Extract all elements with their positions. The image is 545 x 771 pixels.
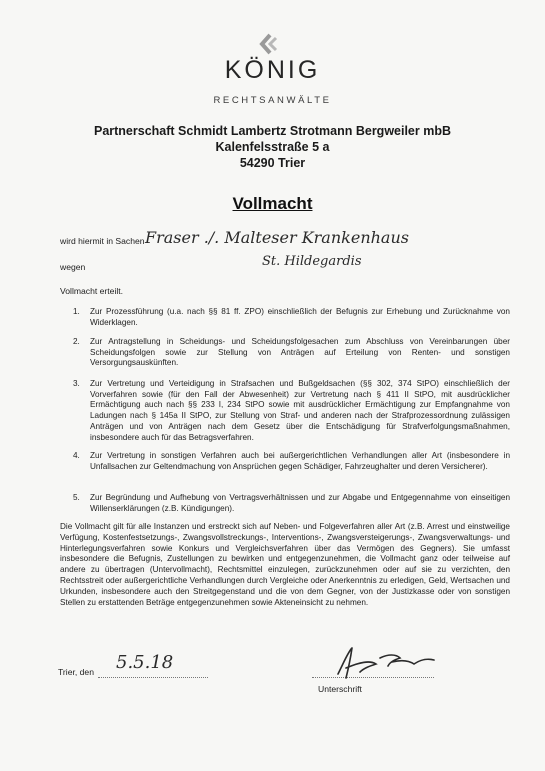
list-item: Zur Vertretung in sonstigen Verfahren auch bei außergerichtlichen Verhandlungen aller Art (insbesondere in Unfallsachen zur Geltendmachung von Ansprüchen gegen Schädiger, Fahrzeughalter und deren Versicherer). [90, 451, 510, 471]
logo-name: KÖNIG [224, 56, 321, 84]
document-title: Vollmacht [232, 194, 313, 213]
list-item: Zur Begründung und Aufhebung von Vertragsverhältnissen und zur Abgabe und Entgegennahme von einseitigen Willenserklärungen (z.B. Kündigungen). [90, 493, 510, 513]
item-number: 4. [73, 451, 80, 460]
reason-label: wegen [60, 262, 86, 272]
closing-paragraph: Die Vollmacht gilt für alle Instanzen und erstreckt sich auf Neben- und Folgeverfahren aller Art (z.B. Arrest und einstweilige Verfügung, Kostenfestsetzungs-, Zwangsvollstreckungs-, Interventions-, Zwangsversteigerungs-, Zwangsverwaltungs- und Hinterlegungsverfahren sowie Konkurs und Vergleichsverfahren über das Vermögen des Gegners). Sie umfasst insbesondere die Befugnis, Zustellungen zu bewirken und entgegenzunehmen, die Vollmacht ganz oder teilweise auf andere zu übertragen (Untervollmacht), Rechtsmittel einzulegen, zurückzunehmen oder auf sie zu verzichten, den Rechtsstreit oder außergerichtliche Verhandlungen durch Vergleiche oder Anerkenntnis zu erledigen, Geld, Wertsachen und Urkunden, insbesondere auch den Streitgegenstand und die von dem Gegner, von der Justizkasse oder von sonstigen Stellen zu erstattenden Beträge entgegenzunehmen sowie Akteneinsicht zu nehmen. [60, 522, 510, 607]
reason-value: St. Hildegardis [262, 254, 362, 269]
firm-street: Kalenfelsstraße 5 a [215, 140, 330, 154]
list-item: Zur Vertretung und Verteidigung in Strafsachen und Bußgeldsachen (§§ 302, 374 StPO) einschließlich der Vorverfahren sowie (für den Fall der Abwesenheit) zur Vertretung nach § 411 II StPO, mit ausdrücklicher Ermächtigung auch nach §§ 233 I, 234 StPO sowie mit ausdrücklicher Ermächtigung zur Empfangnahme von Ladungen nach § 145a II StPO, zur Stellung von Straf- und anderen nach der Strafprozessordnung zulässigen Anträgen und von Anträgen nach dem Gesetz über die Entschädigung für Strafverfolgungsmaßnahmen, insbesondere auch für das Betragsverfahren. [90, 379, 510, 442]
item-number: 3. [73, 379, 80, 388]
date-value: 5.5.18 [116, 652, 174, 673]
list-item: Zur Antragstellung in Scheidungs- und Scheidungsfolgesachen zum Abschluss von Vereinbarungen über Scheidungsfolgen sowie zur Stellung von Anträgen auf Erteilung von Renten- und sonstigen Versorgungsauskünften. [90, 337, 510, 368]
item-number: 5. [73, 493, 80, 502]
logo-mark-icon [258, 33, 280, 55]
intro-text: Vollmacht erteilt. [60, 286, 124, 296]
signature-label: Unterschrift [318, 684, 362, 694]
item-number: 1. [73, 307, 80, 316]
firm-city: 54290 Trier [239, 156, 306, 170]
date-line [98, 677, 208, 678]
list-item: Zur Prozessführung (u.a. nach §§ 81 ff. ZPO) einschließlich der Befugnis zur Erhebung und Zurücknahme von Widerklagen. [90, 307, 510, 327]
matter-label: wird hiermit in Sachen [60, 236, 145, 246]
matter-value: Fraser ./. Malteser Krankenhaus [145, 228, 409, 247]
signature-scribble [330, 644, 440, 684]
logo-subtitle: RECHTSANWÄLTE [213, 95, 332, 106]
item-number: 2. [73, 337, 80, 346]
place-label: Trier, den [58, 667, 94, 677]
firm-name: Partnerschaft Schmidt Lambertz Strotmann Bergweiler mbB [93, 124, 452, 138]
